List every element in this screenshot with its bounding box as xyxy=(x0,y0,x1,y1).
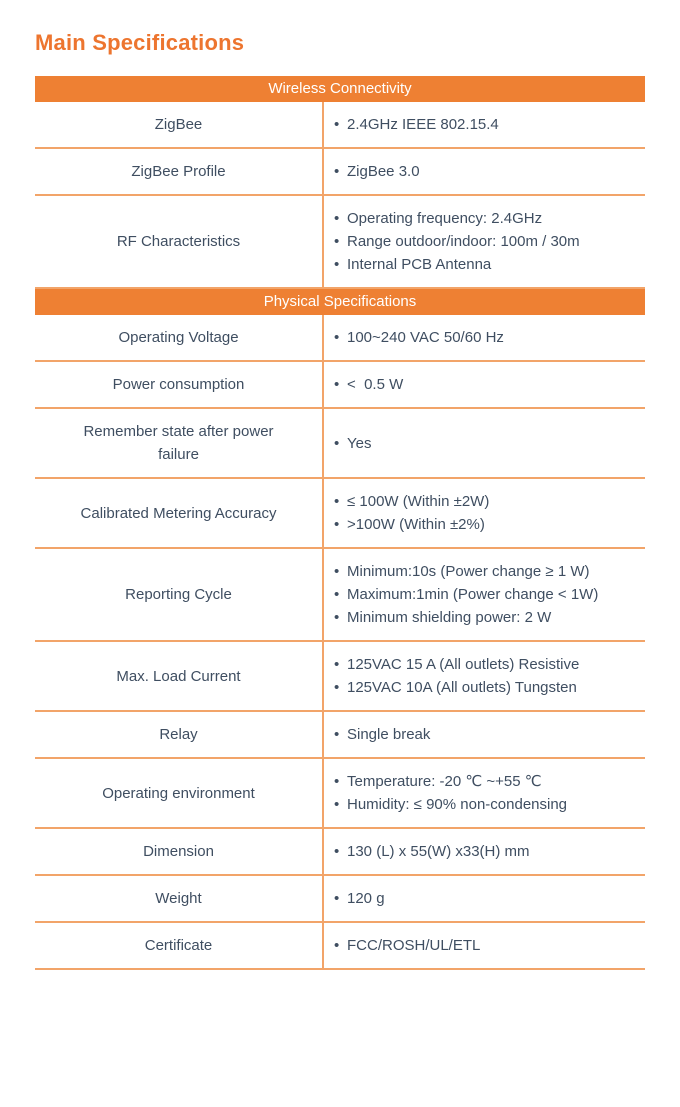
spec-value xyxy=(322,829,645,874)
spec-value xyxy=(322,642,645,710)
bullet-icon: • xyxy=(334,493,340,510)
spec-label: RF Characteristics xyxy=(116,233,241,250)
spec-value xyxy=(322,196,645,287)
bullet-icon: • xyxy=(334,376,340,393)
table-row xyxy=(35,315,645,362)
spec-value-line xyxy=(334,723,639,746)
spec-value-text: Range outdoor/indoor: 100m / 30m xyxy=(347,233,580,250)
spec-value-text: Yes xyxy=(347,434,372,452)
table-row xyxy=(35,923,645,970)
bullet-icon: • xyxy=(334,163,340,180)
spec-label: Remember state after power failure xyxy=(83,423,274,463)
bullet-icon: • xyxy=(334,609,340,626)
spec-value-line xyxy=(334,326,639,349)
spec-label: Operating environment xyxy=(102,784,255,802)
spec-value-text: 120 g xyxy=(347,890,385,907)
spec-value-text: Minimum:10s (Power change ≥ 1 W) xyxy=(347,563,590,580)
spec-value-line xyxy=(334,490,639,513)
spec-table xyxy=(35,76,645,970)
spec-value xyxy=(322,923,645,968)
spec-value-text: Humidity: ≤ 90% non-condensing xyxy=(347,796,568,813)
spec-value-line xyxy=(334,513,639,536)
table-row xyxy=(35,549,645,642)
spec-value-line xyxy=(334,253,639,276)
bullet-icon: • xyxy=(334,890,340,907)
table-row xyxy=(35,409,645,479)
spec-value-text: >100W (Within ±2%) xyxy=(347,516,485,533)
spec-value-text: Operating frequency: 2.4GHz xyxy=(347,210,543,227)
spec-value-line xyxy=(334,793,639,816)
table-row xyxy=(35,829,645,876)
bullet-icon: • xyxy=(334,434,340,452)
table-row xyxy=(35,712,645,759)
bullet-icon: • xyxy=(334,256,340,273)
spec-value-text: Internal PCB Antenna xyxy=(347,256,492,273)
bullet-icon: • xyxy=(334,563,340,580)
spec-value-text: FCC/ROSH/UL/ETL xyxy=(347,937,481,954)
spec-value-text: ≤ 100W (Within ±2W) xyxy=(347,493,490,510)
table-row xyxy=(35,362,645,409)
bullet-icon: • xyxy=(334,679,340,696)
table-row xyxy=(35,149,645,196)
spec-value-text: Temperature: -20 ℃ ~+55 ℃ xyxy=(347,773,542,790)
bullet-icon: • xyxy=(334,773,340,790)
bullet-icon: • xyxy=(334,656,340,673)
spec-value-line xyxy=(334,560,639,583)
spec-label: Max. Load Current xyxy=(116,667,241,685)
spec-label: Dimension xyxy=(143,843,214,860)
bullet-icon: • xyxy=(334,233,340,250)
bullet-icon: • xyxy=(334,116,340,133)
spec-label: Power consumption xyxy=(112,376,245,393)
spec-value-text: Maximum:1min (Power change < 1W) xyxy=(347,586,599,603)
spec-value-line xyxy=(334,653,639,676)
table-row xyxy=(35,196,645,289)
bullet-icon: • xyxy=(334,796,340,813)
spec-value xyxy=(322,315,645,360)
spec-value-text: < 0.5 W xyxy=(347,376,404,393)
spec-value xyxy=(322,362,645,407)
spec-value-line xyxy=(334,113,639,136)
spec-label: Operating Voltage xyxy=(118,329,239,346)
spec-value xyxy=(322,409,645,477)
spec-value xyxy=(322,102,645,147)
bullet-icon: • xyxy=(334,516,340,533)
spec-value-text: 125VAC 10A (All outlets) Tungsten xyxy=(347,679,577,696)
spec-value-line xyxy=(334,840,639,863)
spec-value-text: Single break xyxy=(347,726,431,743)
bullet-icon: • xyxy=(334,329,340,346)
spec-value-text: 125VAC 15 A (All outlets) Resistive xyxy=(347,656,580,673)
spec-value-line xyxy=(334,887,639,910)
bullet-icon: • xyxy=(334,586,340,603)
spec-value-line xyxy=(334,432,639,455)
table-row xyxy=(35,479,645,549)
spec-value-text: 2.4GHz IEEE 802.15.4 xyxy=(347,116,499,133)
spec-value xyxy=(322,479,645,547)
spec-label: Calibrated Metering Accuracy xyxy=(80,504,277,522)
spec-value-line xyxy=(334,160,639,183)
spec-value-line xyxy=(334,934,639,957)
table-row xyxy=(35,642,645,712)
spec-label: ZigBee Profile xyxy=(131,163,226,180)
spec-value xyxy=(322,876,645,921)
spec-value xyxy=(322,759,645,827)
bullet-icon: • xyxy=(334,843,340,860)
spec-label: Reporting Cycle xyxy=(125,586,232,603)
spec-label: Certificate xyxy=(144,937,213,954)
table-row xyxy=(35,759,645,829)
spec-value-text: 100~240 VAC 50/60 Hz xyxy=(347,329,504,346)
spec-value-line xyxy=(334,676,639,699)
spec-value xyxy=(322,549,645,640)
spec-value xyxy=(322,149,645,194)
bullet-icon: • xyxy=(334,937,340,954)
section-header: Physical Specifications xyxy=(35,289,645,315)
spec-value-text: Minimum shielding power: 2 W xyxy=(347,609,552,626)
spec-value-line xyxy=(334,230,639,253)
spec-value-text: ZigBee 3.0 xyxy=(347,163,420,180)
page-title: Main Specifications xyxy=(35,30,245,55)
spec-label: Weight xyxy=(155,890,202,907)
spec-value-line xyxy=(334,373,639,396)
spec-value-line xyxy=(334,207,639,230)
spec-value xyxy=(322,712,645,757)
table-row xyxy=(35,876,645,923)
spec-value-line xyxy=(334,583,639,606)
table-row xyxy=(35,102,645,149)
spec-value-text: 130 (L) x 55(W) x33(H) mm xyxy=(347,843,530,860)
spec-label: Relay xyxy=(159,726,198,743)
section-header: Wireless Connectivity xyxy=(35,76,645,102)
bullet-icon: • xyxy=(334,210,340,227)
bullet-icon: • xyxy=(334,726,340,743)
spec-value-line xyxy=(334,606,639,629)
spec-label: ZigBee xyxy=(154,116,203,133)
spec-value-line xyxy=(334,770,639,793)
